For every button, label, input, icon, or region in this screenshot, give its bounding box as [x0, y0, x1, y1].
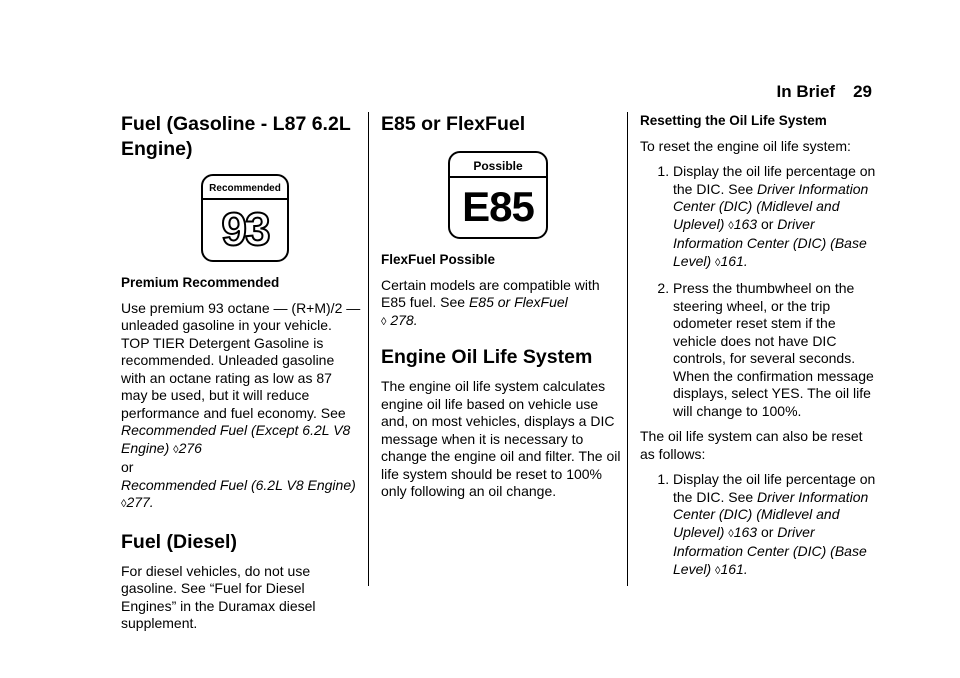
page-ref: 277 [126, 494, 150, 510]
heading-e85: E85 or FlexFuel [381, 113, 526, 135]
e85-label-icon [448, 151, 548, 239]
paragraph: For diesel vehicles, do not use gasoline. See “Fuel for Diesel Engines” in the Duramax diesel supplement. [121, 562, 316, 631]
paragraph: The engine oil life system calculates engine oil life based on vehicle use and, on most vehicles, displays a DIC message when it is necessary to change the engine oil and filter. The oil life system should be reset to 100% only following an oil change. [381, 378, 621, 499]
page-ref: 278 [390, 311, 414, 328]
subheading-flexfuel: FlexFuel Possible [381, 252, 496, 267]
column-divider [368, 112, 369, 586]
text: or [121, 459, 134, 475]
subheading-reset: Resetting the Oil Life System [640, 113, 827, 128]
link-text: E85 or FlexFuel [468, 294, 568, 310]
column-1 [121, 112, 361, 641]
text: Use premium 93 octane — (R+M)/2 — unleaded gasoline in your vehicle. TOP TIER Detergent Gasoline is recommended. Unleaded gasoline with an octane rating as low as 87 may be used, but it will reduce performance and fuel economy. See [121, 299, 361, 421]
badge-top-text: Recommended [209, 183, 281, 194]
heading-fuel-gasoline: Fuel (Gasoline - L87 6.2L Engine) [121, 113, 351, 160]
list-item [673, 471, 880, 580]
heading-oil-life: Engine Oil Life System [381, 346, 593, 368]
crossref-link[interactable]: Driver Information Center (DIC) (Base Level) ◊161. [673, 215, 867, 269]
crossref-link[interactable]: Recommended Fuel (6.2L V8 Engine) ◊277. [121, 476, 356, 510]
octane-93-label-icon [201, 174, 289, 262]
link-text: Driver Information Center (DIC) (Base Level) [673, 215, 867, 269]
list-item [673, 163, 880, 272]
page-ref-icon: ◊ [715, 256, 721, 269]
link-text: Recommended Fuel (6.2L V8 Engine) [121, 476, 356, 493]
text: Display the oil life percentage on the DIC. See [673, 163, 876, 197]
page-ref: 163 [733, 523, 758, 540]
link-text: Driver Information Center (DIC) (Base Level) [673, 523, 867, 577]
crossref-link[interactable]: Driver Information Center (DIC) (Base Level) ◊161. [673, 523, 867, 577]
page-ref: 161 [720, 560, 744, 577]
text: or [760, 523, 774, 540]
page-ref-icon: ◊ [728, 527, 734, 540]
page-ref-icon: ◊ [715, 564, 721, 577]
link-text: Driver Information Center (DIC) (Midlevel and Uplevel) [673, 180, 869, 232]
page-ref: 161 [720, 252, 744, 269]
paragraph: To reset the engine oil life system: [640, 137, 851, 154]
text: or [760, 215, 774, 232]
steps-list [640, 163, 880, 420]
page-ref-icon: ◊ [121, 498, 127, 510]
paragraph: The oil life system can also be reset as follows: [640, 428, 863, 462]
crossref-link[interactable]: E85 or FlexFuel ◊ 278. [381, 294, 568, 328]
list-item: 2. Press the thumbwheel on the steering wheel, or the trip odometer reset stem if the vehicle does not have DIC controls, for several seconds. When the confirmation message displays, select YES. The oil life will change to 100%. [673, 280, 880, 420]
page-ref: 163 [733, 215, 758, 232]
page-header [777, 82, 872, 102]
page-ref: 276 [178, 439, 202, 456]
paragraph [121, 300, 361, 514]
badge-top-text: Possible [473, 159, 523, 173]
paragraph [381, 277, 621, 332]
link-text: Driver Information Center (DIC) (Midlevel and Uplevel) [673, 488, 869, 540]
link-text: Recommended Fuel (Except 6.2L V8 Engine) [121, 422, 351, 456]
steps-list [640, 471, 880, 580]
text: Certain models are compatible with E85 fuel. See [381, 276, 600, 310]
page-ref-icon: ◊ [381, 315, 387, 328]
page-ref-icon: ◊ [728, 219, 734, 232]
subheading-premium: Premium Recommended [121, 275, 280, 290]
column-2 [381, 112, 621, 509]
section-title: In Brief [776, 82, 836, 101]
crossref-link[interactable] [121, 422, 350, 456]
badge-number: 93 [221, 202, 269, 255]
column-divider [627, 112, 628, 586]
text: Display the oil life percentage on the DIC. See [673, 471, 876, 505]
page-number: 29 [853, 82, 872, 101]
badge-text: E85 [462, 182, 534, 230]
column-3 [640, 112, 880, 588]
page-ref-icon: ◊ [173, 443, 179, 456]
heading-fuel-diesel: Fuel (Diesel) [121, 530, 237, 553]
